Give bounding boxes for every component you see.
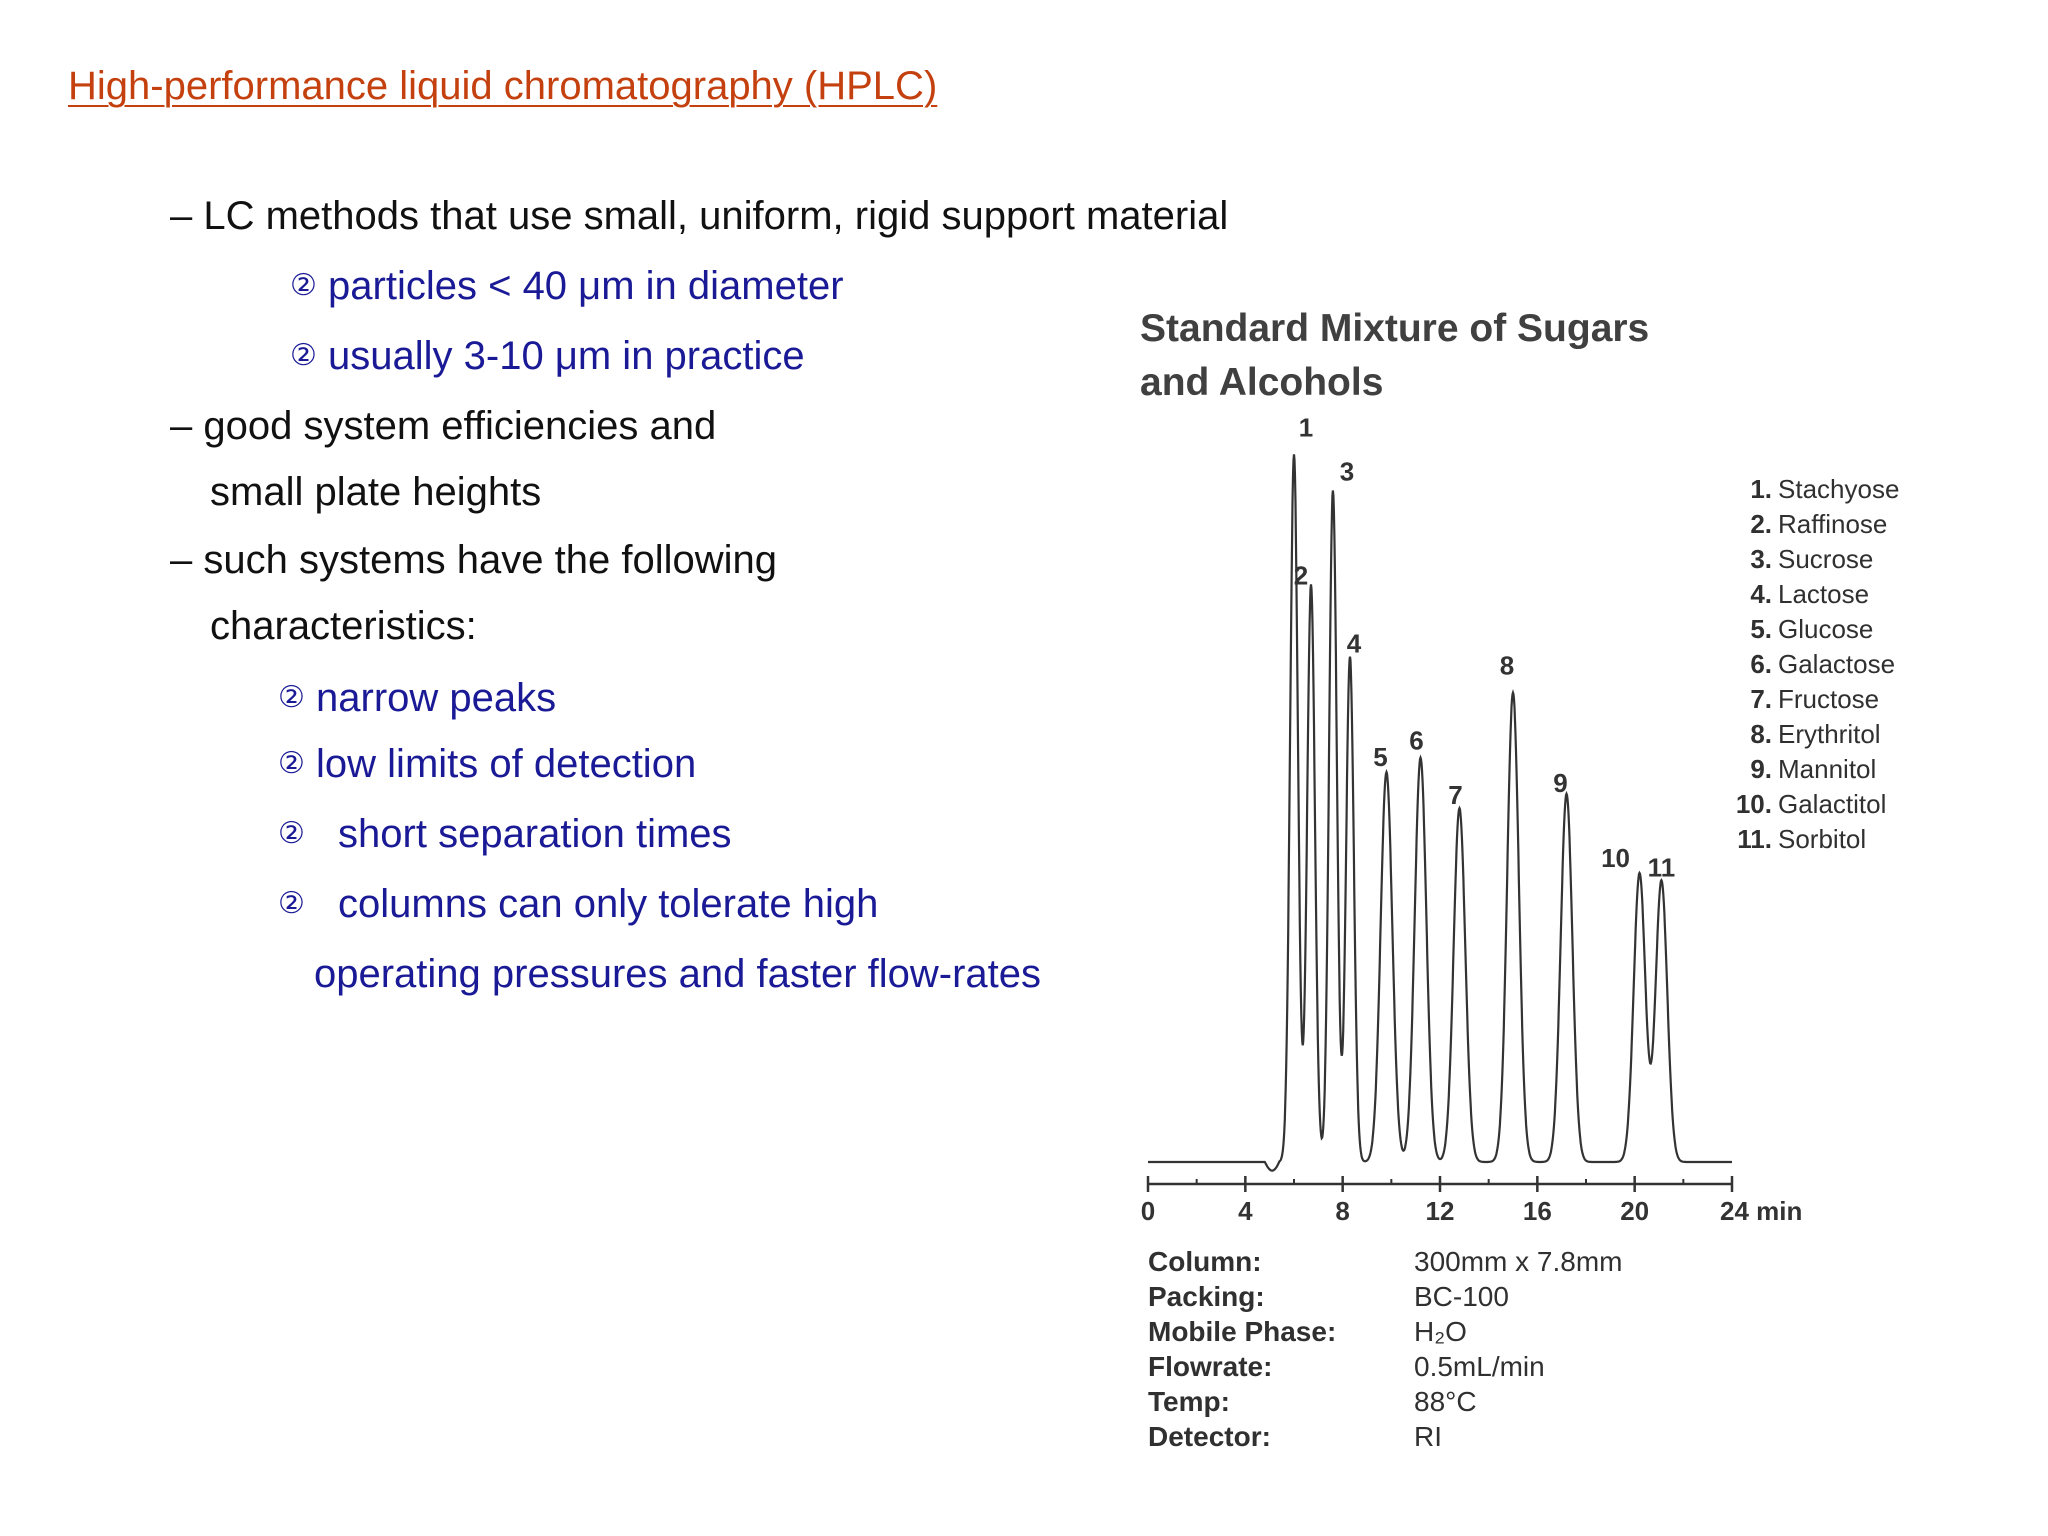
- legend-item: [1732, 719, 1881, 750]
- legend-name: Lactose: [1778, 579, 1870, 609]
- legend-name: Sucrose: [1778, 544, 1874, 574]
- legend-number: 6.: [1750, 649, 1772, 679]
- char-high-pressure: [278, 882, 878, 927]
- legend-number: 8.: [1750, 719, 1772, 749]
- legend-number: 1.: [1750, 474, 1772, 504]
- condition-value: RI: [1414, 1421, 1442, 1452]
- char-text: low limits of detection: [316, 742, 697, 786]
- legend-item: [1732, 649, 1895, 680]
- condition-value: BC-100: [1414, 1281, 1509, 1312]
- x-tick-label: 16: [1522, 1196, 1552, 1226]
- condition-value: 88°C: [1414, 1386, 1477, 1417]
- condition-label: Mobile Phase:: [1148, 1316, 1337, 1347]
- dash-marker: –: [170, 404, 193, 448]
- x-tick-label: 4: [1238, 1196, 1253, 1226]
- legend-name: Mannitol: [1778, 754, 1877, 784]
- legend-name: Fructose: [1778, 684, 1880, 714]
- legend-name: Sorbitol: [1778, 824, 1867, 854]
- char-high-pressure-cont: operating pressures and faster flow-rates: [314, 952, 1042, 996]
- legend-number: 3.: [1750, 544, 1772, 574]
- bullet-characteristics-cont: characteristics:: [210, 604, 477, 648]
- legend-number: 10.: [1735, 789, 1772, 819]
- char-text: columns can only tolerate high: [338, 882, 879, 926]
- legend-name: Galactitol: [1778, 789, 1887, 819]
- peak-label: 5: [1373, 742, 1388, 773]
- bullet-efficiencies: [170, 404, 716, 449]
- legend-item: [1732, 789, 1886, 820]
- bullet-efficiencies-cont: small plate heights: [210, 470, 542, 514]
- x-tick-label: 20: [1620, 1196, 1650, 1226]
- condition-label: Detector:: [1148, 1421, 1271, 1452]
- char-low-detection: [278, 742, 696, 787]
- char-text: narrow peaks: [316, 676, 557, 720]
- legend-name: Raffinose: [1778, 509, 1888, 539]
- legend-name: Stachyose: [1778, 474, 1900, 504]
- circled-bullet-icon: ②: [278, 746, 305, 780]
- legend-item: [1732, 754, 1876, 785]
- dash-marker: –: [170, 538, 193, 582]
- legend-item: [1732, 509, 1887, 540]
- peak-label: 9: [1553, 767, 1568, 798]
- sub-bullet-text: usually 3-10 μm in practice: [328, 334, 805, 378]
- legend-item: [1732, 579, 1869, 610]
- sub-bullet-text: particles < 40 μm in diameter: [328, 264, 844, 308]
- bullet-lc-methods: – LC methods that use small, uniform, rigid support material: [170, 194, 1229, 238]
- bullet-text: such systems have the following: [203, 538, 777, 582]
- legend-item: [1732, 684, 1879, 715]
- condition-value: 0.5mL/min: [1414, 1351, 1545, 1382]
- legend-number: 5.: [1750, 614, 1772, 644]
- legend-item: [1732, 824, 1866, 855]
- x-tick-label: 8: [1335, 1196, 1350, 1226]
- condition-label: Column:: [1148, 1246, 1262, 1277]
- figure-title: [1140, 302, 1760, 410]
- circled-bullet-icon: ②: [290, 338, 317, 372]
- condition-value: 300mm x 7.8mm: [1414, 1246, 1623, 1277]
- peak-label: 7: [1448, 780, 1463, 811]
- peak-label: 10: [1601, 843, 1630, 874]
- sub-bullet-particle-size: [290, 264, 844, 309]
- legend-number: 2.: [1750, 509, 1772, 539]
- char-text: short separation times: [338, 812, 732, 856]
- chromatogram-trace: [1148, 454, 1732, 1170]
- figure-title-line1: Standard Mixture of Sugars: [1140, 307, 1650, 350]
- char-narrow-peaks: [278, 676, 556, 721]
- peak-label: 8: [1499, 650, 1515, 681]
- circled-bullet-icon: ②: [278, 680, 305, 714]
- x-tick-label: 0: [1140, 1196, 1156, 1226]
- condition-label: Temp:: [1148, 1386, 1230, 1417]
- legend-item: [1732, 474, 1899, 505]
- legend-number: 11.: [1737, 824, 1772, 854]
- page-title[interactable]: High-performance liquid chromatography (HPLC): [68, 64, 938, 108]
- peak-label: 1: [1298, 412, 1314, 443]
- bullet-text: good system efficiencies and: [203, 404, 717, 448]
- legend-number: 4.: [1750, 579, 1772, 609]
- x-tick-label: 24 min: [1720, 1196, 1803, 1226]
- legend-name: Galactose: [1778, 649, 1896, 679]
- peak-label: 4: [1346, 628, 1362, 659]
- legend-item: [1732, 614, 1873, 645]
- circled-bullet-icon: ②: [290, 268, 317, 302]
- peak-label: 2: [1293, 560, 1309, 591]
- condition-value: H₂O: [1414, 1316, 1467, 1347]
- condition-label: Packing:: [1148, 1281, 1265, 1312]
- bullet-characteristics: [170, 538, 777, 583]
- x-tick-label: 12: [1425, 1196, 1455, 1226]
- circled-bullet-icon: ②: [278, 886, 305, 920]
- legend-item: [1732, 544, 1873, 575]
- figure-title-line2: and Alcohols: [1140, 361, 1384, 404]
- legend-name: Erythritol: [1778, 719, 1881, 749]
- char-short-times: [278, 812, 732, 857]
- peak-label: 3: [1339, 456, 1355, 487]
- legend-number: 9.: [1750, 754, 1772, 784]
- peak-label: 11: [1647, 852, 1676, 883]
- sub-bullet-practice-size: [290, 334, 805, 379]
- legend-name: Glucose: [1778, 614, 1874, 644]
- condition-label: Flowrate:: [1148, 1351, 1273, 1382]
- peak-label: 6: [1409, 725, 1424, 756]
- legend-number: 7.: [1750, 684, 1772, 714]
- circled-bullet-icon: ②: [278, 816, 305, 850]
